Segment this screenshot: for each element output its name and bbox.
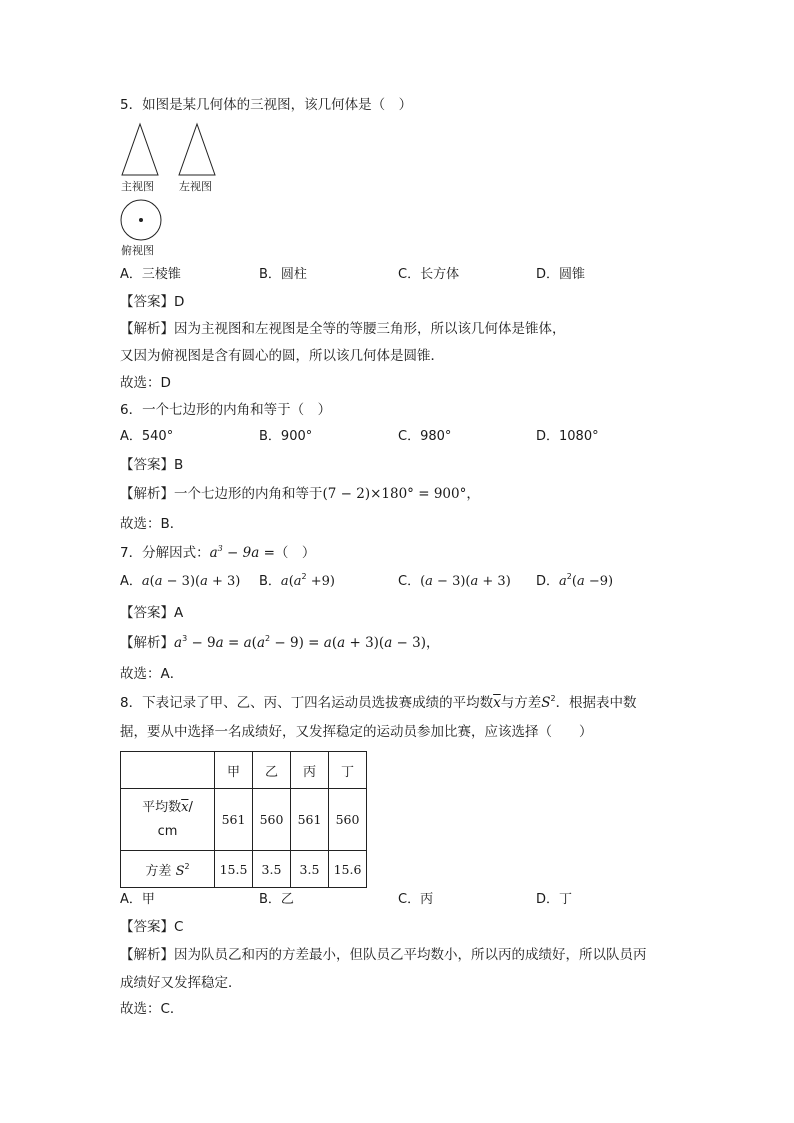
front-view-caption: 主视图	[121, 180, 154, 193]
row-label-mean: 平均数$\overline{x}/$ cm	[121, 789, 215, 851]
table-header-row	[121, 752, 367, 789]
top-view-circle	[119, 199, 165, 243]
variance-symbol: S	[541, 695, 551, 711]
var-jia: 15.5	[215, 851, 253, 888]
q6-option-a: A．540°	[120, 429, 174, 444]
table-corner-cell	[121, 752, 215, 789]
q7-answer: 【答案】A	[120, 605, 184, 621]
q6-analysis-text: 一个七边形的内角和等于	[174, 486, 323, 502]
q6-analysis-label: 【解析】	[120, 486, 174, 502]
q8-answer: 【答案】C	[120, 919, 184, 935]
q6-stem: 6．一个七边形的内角和等于（ ）	[120, 402, 332, 418]
table-header-ding: 丁	[329, 752, 367, 789]
three-view-triangles	[118, 120, 218, 180]
table-row-variance	[121, 851, 367, 888]
var-yi: 3.5	[253, 851, 291, 888]
q7-option-a: A．a(a − 3)(a + 3)	[120, 574, 241, 589]
q8-stats-table	[120, 751, 367, 888]
table-header-yi: 乙	[253, 752, 291, 789]
mean-bing: 561	[291, 789, 329, 851]
var-ding: 15.6	[329, 851, 367, 888]
q5-answer: 【答案】D	[120, 294, 185, 310]
q6-analysis-formula: (7 − 2)×180° = 900°	[322, 486, 467, 502]
q6-analysis-tail: ，	[466, 486, 480, 502]
q7-option-b: B．$a(a^2 +9)$	[259, 572, 335, 589]
q5-option-d: D．圆锥	[536, 267, 586, 282]
q8-analysis-line1: 【解析】因为队员乙和丙的方差最小，但队员乙平均数小，所以丙的成绩好，所以队员丙	[120, 947, 647, 963]
q8-option-d: D．丁	[536, 892, 573, 907]
q7-expression: $a^3 - 9a$	[209, 544, 260, 561]
table-header-bing: 丙	[291, 752, 329, 789]
q7-analysis-label: 【解析】	[120, 635, 174, 651]
mean-symbol: $\overline{x}$	[493, 695, 501, 711]
q8-option-c: C．丙	[398, 892, 434, 907]
q5-option-b: B．圆柱	[259, 267, 307, 282]
q8-stem-line1: 8．下表记录了甲、乙、丙、丁四名运动员选拔赛成绩的平均数$\overline{x}$与方差$S^2$．根据表中数	[120, 694, 637, 711]
q8-stem-line2: 据，要从中选择一名成绩好，又发挥稳定的运动员参加比赛，应该选择（ ）	[120, 724, 593, 740]
q5-option-c: C．长方体	[398, 267, 460, 282]
table-header-jia: 甲	[215, 752, 253, 789]
mean-jia: 561	[215, 789, 253, 851]
front-view-triangle	[122, 124, 158, 175]
q8-conclusion: 故选：C．	[120, 1001, 184, 1017]
q5-analysis-line1: 【解析】因为主视图和左视图是全等的等腰三角形，所以该几何体是锥体，	[120, 321, 566, 337]
q8-analysis-line2: 成绩好又发挥稳定．	[120, 975, 242, 991]
q8-option-b: B．乙	[259, 892, 294, 907]
q7-analysis: 【解析】$a^3 - 9a = a(a^2 - 9) = a(a + 3)(a - 3)$，	[120, 634, 440, 651]
q6-option-c: C．980°	[398, 429, 452, 444]
q7-stem	[120, 544, 315, 562]
q6-answer: 【答案】B	[120, 457, 184, 473]
q8-option-a: A．甲	[120, 892, 155, 907]
circle-center-dot	[139, 218, 143, 222]
mean-yi: 560	[253, 789, 291, 851]
q7-stem-prefix: 7．分解因式：	[120, 545, 210, 561]
var-bing: 3.5	[291, 851, 329, 888]
q7-option-d: D．$a^2(a -9)$	[536, 572, 614, 589]
top-view-caption: 俯视图	[121, 244, 154, 257]
q5-option-a: A．三棱锥	[120, 267, 181, 282]
q5-analysis-line2: 又因为俯视图是含有圆心的圆，所以该几何体是圆锥．	[120, 348, 444, 364]
q6-option-d: D．1080°	[536, 429, 599, 444]
table-row-mean	[121, 789, 367, 851]
left-view-caption: 左视图	[179, 180, 212, 193]
q5-conclusion: 故选：D	[120, 375, 171, 391]
q7-conclusion: 故选：A．	[120, 666, 184, 682]
left-view-triangle	[179, 124, 215, 175]
q6-analysis	[120, 485, 480, 503]
mean-ding: 560	[329, 789, 367, 851]
q7-option-c: C．(a − 3)(a + 3)	[398, 574, 511, 589]
q5-stem: 5．如图是某几何体的三视图，该几何体是（ ）	[120, 97, 413, 113]
q6-option-b: B．900°	[259, 429, 313, 444]
q7-stem-suffix: =（ ）	[259, 545, 316, 561]
row-label-variance: 方差 $S^2$	[121, 851, 215, 888]
q6-conclusion: 故选：B．	[120, 516, 184, 532]
